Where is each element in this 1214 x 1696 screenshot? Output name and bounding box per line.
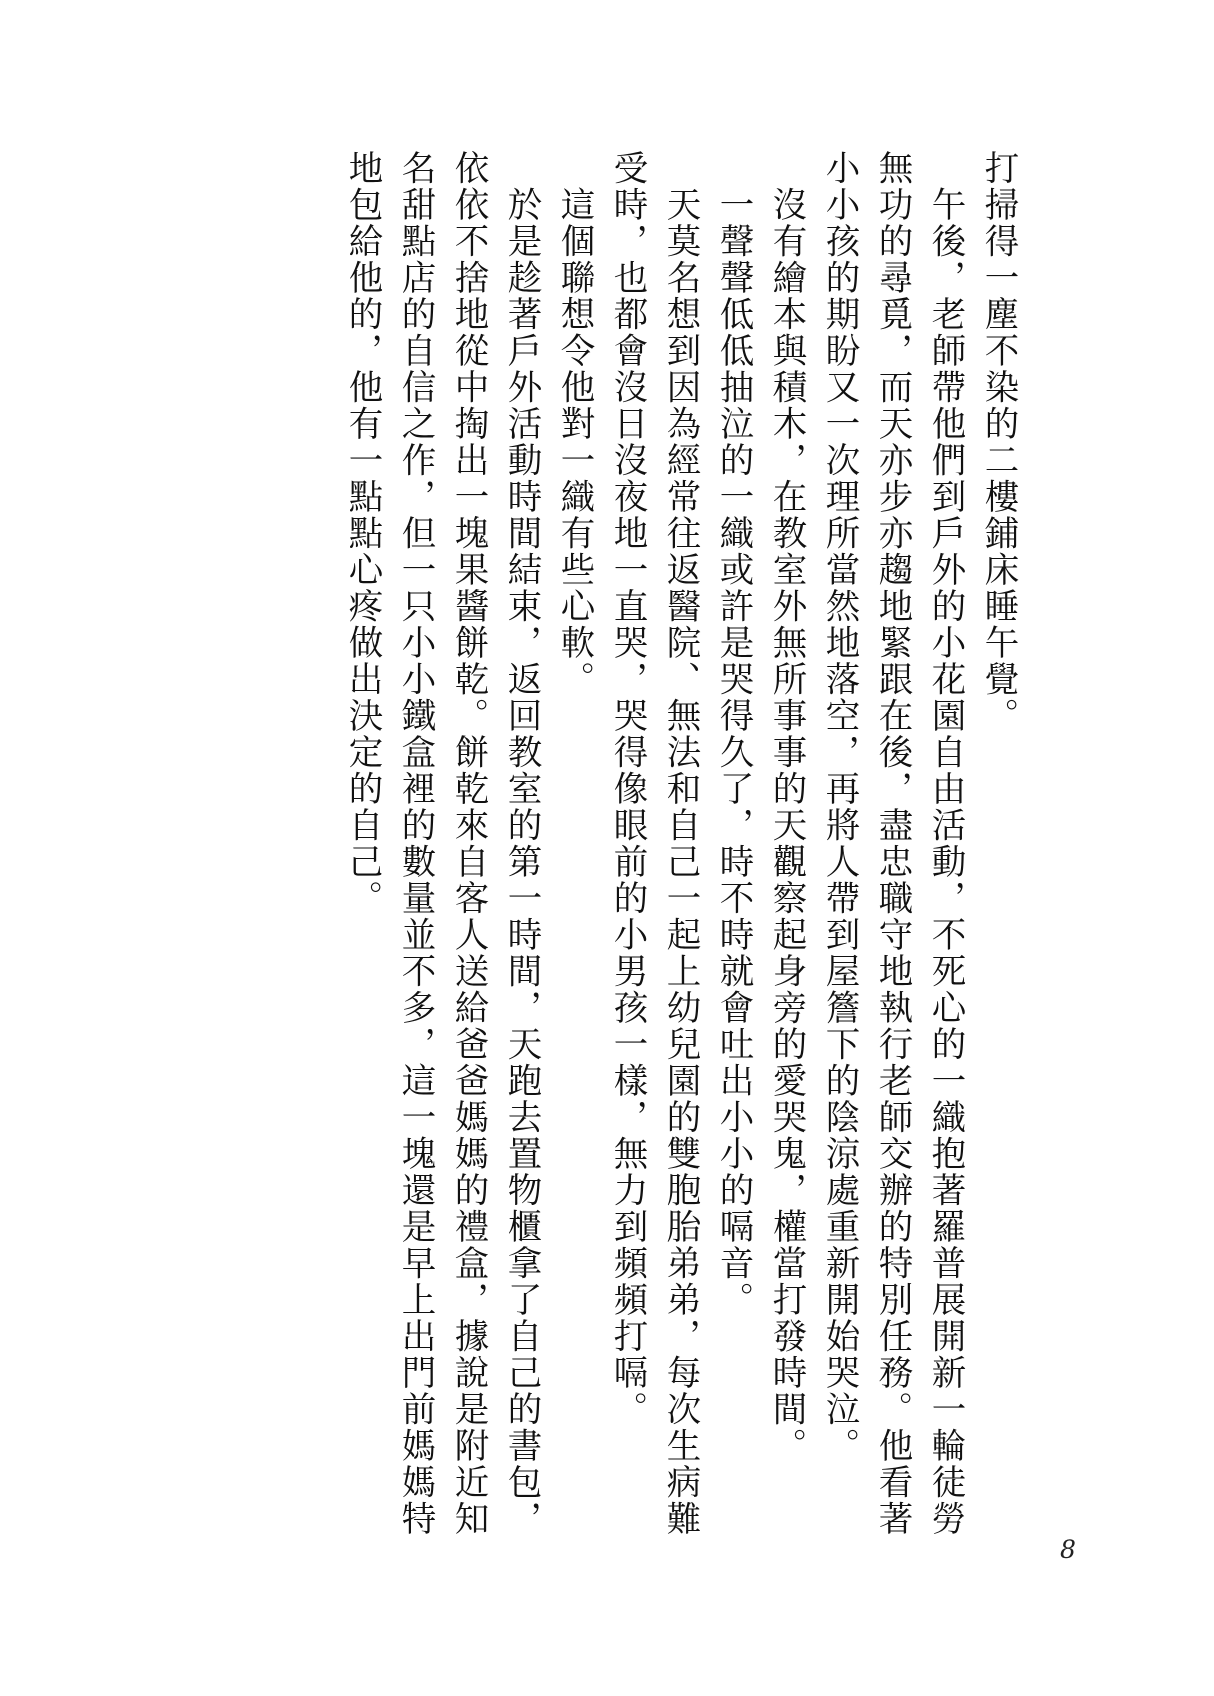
paragraph-3: 沒有繪本與積木，在教室外無所事事的天觀察起身旁的愛哭鬼，權當打發時間。	[766, 150, 806, 1464]
paragraph-4: 一聲聲低低抽泣的一織或許是哭得久了，時不時就會吐出小小的嗝音。	[713, 150, 753, 1318]
page-number: 8	[1060, 1535, 1076, 1564]
vertical-text-block	[335, 150, 1024, 1570]
paragraph-6: 這個聯想令他對一織有些心軟。	[554, 150, 594, 698]
paragraph-7: 於是趁著戶外活動時間結束，返回教室的第一時間，天跑去置物櫃拿了自己的書包，依依不捨地從中掏出一塊果醬餅乾。餅乾來自客人送給爸爸媽媽的禮盒，據說是附近知名甜點店的自信之作，但一只小小鐵盒裡的數量並不多，這一塊還是早上出門前媽媽特地包給他的，他有一點點心疼做出決定的自己。	[342, 150, 541, 1537]
paragraph-1: 打掃得一塵不染的二樓鋪床睡午覺。	[978, 150, 1018, 734]
paragraph-2: 午後，老師帶他們到戶外的小花園自由活動，不死心的一織抱著羅普展開新一輪徒勞無功的尋覓，而天亦步亦趨地緊跟在後，盡忠職守地執行老師交辦的特別任務。他看著小小孩的期盼又一次理所當然地落空，再將人帶到屋簷下的陰涼處重新開始哭泣。	[819, 150, 965, 1537]
paragraph-5: 天莫名想到因為經常往返醫院、無法和自己一起上幼兒園的雙胞胎弟弟，每次生病難受時，也都會沒日沒夜地一直哭，哭得像眼前的小男孩一樣，無力到頻頻打嗝。	[607, 150, 700, 1537]
